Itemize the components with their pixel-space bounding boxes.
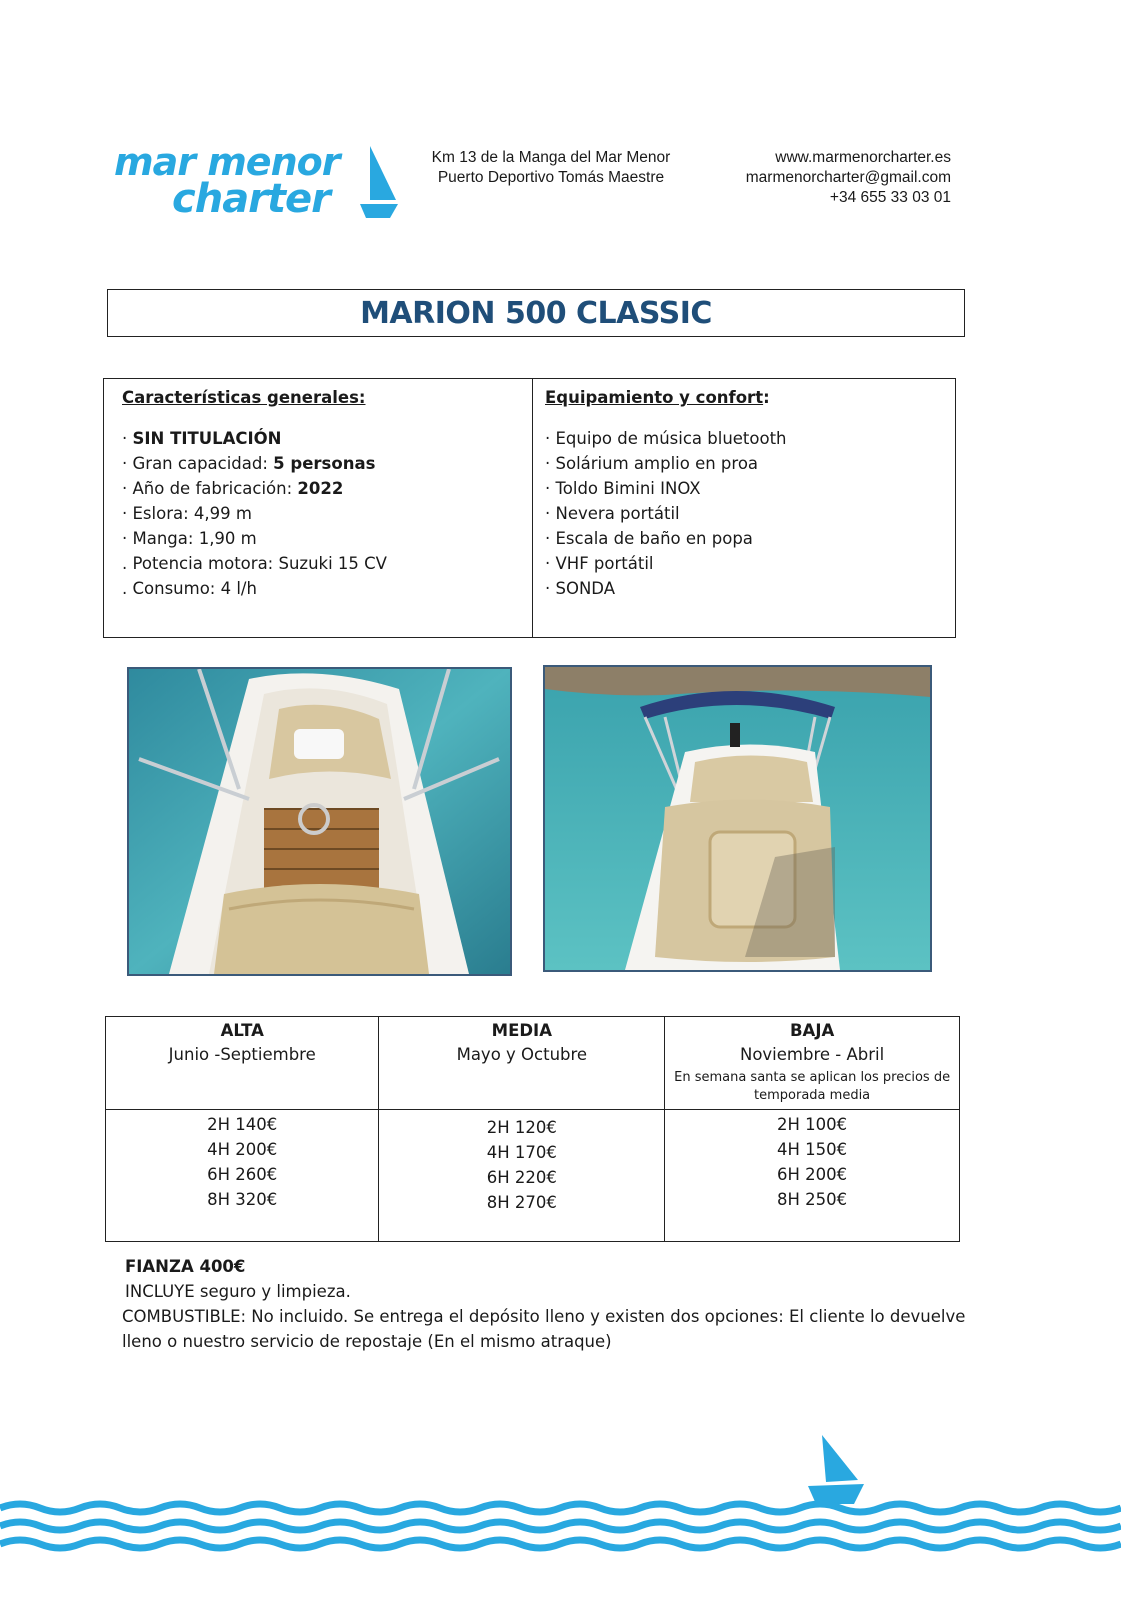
general-feature-item	[122, 526, 532, 551]
page-title: MARION 500 CLASSIC	[360, 295, 712, 331]
rate: 2H 100€	[777, 1115, 848, 1134]
rate: 2H 140€	[207, 1115, 278, 1134]
address-line2: Puerto Deportivo Tomás Maestre	[437, 169, 665, 186]
contact-block	[711, 148, 951, 208]
season-name: BAJA	[789, 1021, 835, 1040]
rates-alta	[106, 1110, 379, 1242]
title-box	[107, 289, 965, 337]
season-note: En semana santa se aplican los precios de temporada media	[674, 1070, 951, 1103]
wave-bottom	[0, 1540, 1121, 1548]
season-media	[379, 1017, 665, 1110]
rate: 2H 120€	[486, 1118, 557, 1137]
logo	[114, 140, 414, 230]
feature-value: SIN TITULACIÓN	[132, 429, 282, 448]
feature-label: Consumo: 4 l/h	[132, 579, 257, 598]
season-name: MEDIA	[491, 1021, 552, 1040]
general-features	[104, 379, 532, 637]
bullet: .	[122, 554, 133, 573]
equipment-label: Toldo Bimini INOX	[555, 479, 701, 498]
waves-decoration	[0, 1430, 1121, 1600]
equipment-item	[545, 501, 955, 526]
bullet: ·	[545, 529, 556, 548]
rate: 4H 170€	[486, 1143, 557, 1162]
general-feature-item	[122, 576, 532, 601]
general-list	[122, 426, 532, 601]
feature-value: 5 personas	[273, 454, 376, 473]
equipment-item	[545, 451, 955, 476]
bullet: ·	[545, 454, 556, 473]
bullet: ·	[545, 504, 556, 523]
rate: 4H 200€	[207, 1140, 278, 1159]
feature-label: Eslora: 4,99 m	[132, 504, 252, 523]
equipment-features	[532, 379, 955, 637]
equipment-heading-colon: :	[763, 388, 770, 407]
bullet: ·	[122, 454, 133, 473]
feature-label: Gran capacidad:	[132, 454, 274, 473]
equipment-item	[545, 526, 955, 551]
equipment-item	[545, 576, 955, 601]
equipment-item	[545, 551, 955, 576]
sailboat-icon	[358, 144, 400, 220]
bullet: ·	[545, 479, 556, 498]
season-baja	[665, 1017, 959, 1110]
general-feature-item	[122, 501, 532, 526]
email-link[interactable]: marmenorcharter@gmail.com	[745, 169, 951, 186]
bullet: ·	[545, 429, 556, 448]
equipment-list	[545, 426, 955, 601]
footer-notes	[122, 1254, 1005, 1354]
equipment-heading-wrap	[545, 385, 955, 410]
season-alta	[106, 1017, 379, 1110]
sailboat-icon	[822, 1435, 858, 1482]
feature-label: Manga: 1,90 m	[132, 529, 257, 548]
rate: 8H 320€	[207, 1190, 278, 1209]
feature-label: Año de fabricación:	[132, 479, 298, 498]
logo-text-line2: charter	[172, 176, 330, 222]
general-feature-item	[122, 476, 532, 501]
address-line1: Km 13 de la Manga del Mar Menor	[431, 149, 671, 166]
rate: 8H 270€	[486, 1193, 557, 1212]
rate: 6H 200€	[777, 1165, 848, 1184]
season-months: Mayo y Octubre	[456, 1045, 588, 1064]
bullet: ·	[545, 554, 556, 573]
bullet: .	[122, 579, 133, 598]
bullet: ·	[122, 479, 133, 498]
feature-value: 2022	[297, 479, 344, 498]
equipment-label: Escala de baño en popa	[555, 529, 753, 548]
general-feature-item	[122, 426, 532, 451]
bullet: ·	[545, 579, 556, 598]
rates-baja	[665, 1110, 959, 1242]
general-feature-item	[122, 451, 532, 476]
season-months: Junio -Septiembre	[168, 1045, 316, 1064]
general-feature-item	[122, 551, 532, 576]
bullet: ·	[122, 429, 133, 448]
deposit-text: FIANZA 400€	[125, 1257, 246, 1276]
rate: 6H 220€	[486, 1168, 557, 1187]
website-link[interactable]: www.marmenorcharter.es	[775, 149, 951, 166]
wave-middle	[0, 1522, 1121, 1530]
season-months: Noviembre - Abril	[739, 1045, 885, 1064]
bullet: ·	[122, 529, 133, 548]
equipment-label: Solárium amplio en proa	[555, 454, 759, 473]
phone-number: +34 655 33 03 01	[829, 189, 951, 206]
logo-text-line1: mar menor	[114, 140, 340, 184]
equipment-heading: Equipamiento y confort	[545, 388, 764, 407]
prices-table	[105, 1016, 960, 1242]
fuel-text: COMBUSTIBLE: No incluido. Se entrega el depósito lleno y existen dos opciones: El cliente lo devuelve lleno o nuestro servicio de repostaje (En el mismo atraque)	[122, 1307, 966, 1351]
boat-photo-solarium	[543, 665, 932, 972]
boat-photo-interior	[127, 667, 512, 976]
prices-grid	[106, 1017, 959, 1241]
features-table	[103, 378, 956, 638]
rate: 4H 150€	[777, 1140, 848, 1159]
rate: 8H 250€	[777, 1190, 848, 1209]
includes-text: INCLUYE seguro y limpieza.	[125, 1282, 351, 1301]
equipment-item	[545, 476, 955, 501]
equipment-label: VHF portátil	[555, 554, 654, 573]
rates-row	[106, 1110, 959, 1242]
season-name: ALTA	[220, 1021, 264, 1040]
season-header-row	[106, 1017, 959, 1110]
equipment-label: Equipo de música bluetooth	[555, 429, 787, 448]
general-heading: Características generales:	[122, 388, 366, 407]
feature-label: Potencia motora: Suzuki 15 CV	[132, 554, 387, 573]
rates-media	[379, 1110, 665, 1242]
wave-top	[0, 1504, 1121, 1512]
equipment-label: SONDA	[555, 579, 616, 598]
rate: 6H 260€	[207, 1165, 278, 1184]
equipment-label: Nevera portátil	[555, 504, 680, 523]
address-block	[420, 148, 682, 188]
equipment-item	[545, 426, 955, 451]
bullet: ·	[122, 504, 133, 523]
